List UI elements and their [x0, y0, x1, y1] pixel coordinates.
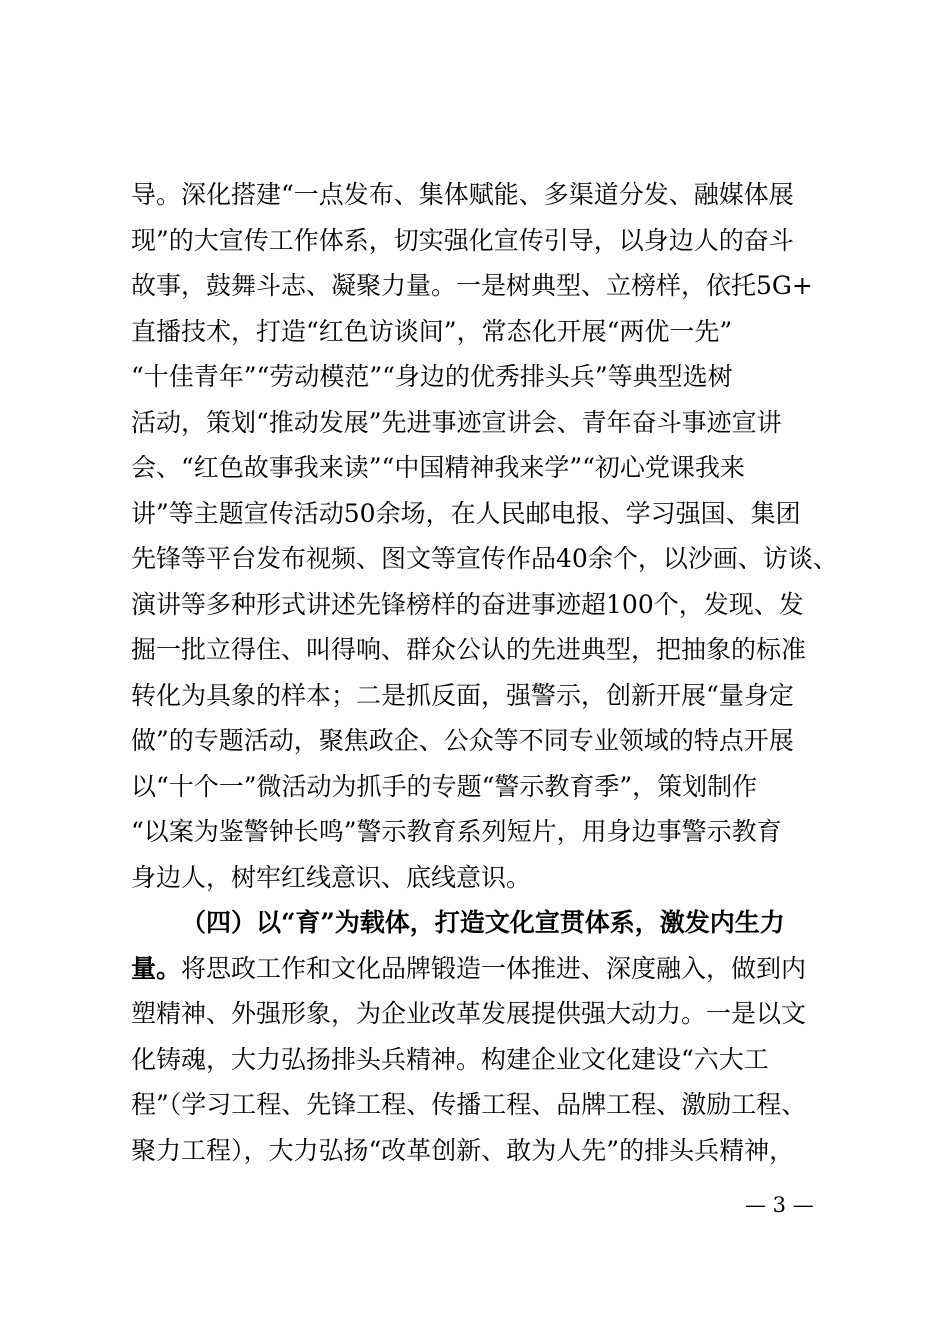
text-line: 直播技术，打造“红色访谈间”，常态化开展“两优一先”: [131, 316, 733, 346]
body-text: [131, 172, 841, 1173]
text-line: [131, 946, 841, 992]
text-line: 活动，策划“推动发展”先进事迹宣讲会、青年奋斗事迹宣讲: [131, 407, 782, 437]
text-line: “以案为鉴警钟长鸣”警示教育系列短片，用身边事警示教育: [131, 817, 782, 846]
text-line: 现”的大宣传工作体系，切实强化宣传引导，以身边人的奋斗: [131, 225, 794, 255]
section-heading: （四）以“育”为载体，打造文化宣贯体系，激发内生力: [181, 908, 785, 937]
text-line: 讲”等主题宣传活动50余场，在人民邮电报、学习强国、集团: [131, 498, 801, 528]
text-line: 化铸魂，大力弘扬排头兵精神。构建企业文化建设“六大工: [131, 1044, 769, 1074]
text-line: 掘一批立得住、叫得响、群众公认的先进典型，把抽象的标准: [131, 635, 807, 664]
text-line: 演讲等多种形式讲述先锋榜样的奋进事迹超100个，发现、发: [131, 589, 804, 619]
text-line: 塑精神、外强形象，为企业改革发展提供强大动力。一是以文: [131, 999, 807, 1028]
text-line: 做”的专题活动，聚焦政企、公众等不同专业领域的特点开展: [131, 726, 794, 755]
text-line: 身边人，树牢红线意识、底线意识。: [131, 862, 532, 892]
text-line: 聚力工程），大力弘扬“改革创新、敢为人先”的排头兵精神，: [131, 1135, 795, 1165]
text-line: 先锋等平台发布视频、图文等宣传作品40余个，以沙画、访谈、: [131, 544, 838, 573]
text-line-rest: 将思政工作和文化品牌锻造一体推进、深度融入，做到内: [181, 953, 807, 983]
text-line: 以“十个一”微活动为抓手的专题“警示教育季”，策划制作: [131, 771, 758, 801]
text-line: 导。深化搭建“一点发布、集体赋能、多渠道分发、融媒体展: [131, 180, 794, 209]
text-line: 转化为具象的样本；二是抓反面，强警示，创新开展“量身定: [131, 680, 794, 710]
section-heading-continued: 量。: [131, 953, 182, 983]
text-line: 会、“红色故事我来读”“中国精神我来学”“初心党课我来: [131, 453, 745, 482]
text-line: “十佳青年”“劳动模范”“身边的优秀排头兵”等典型选树: [131, 362, 733, 391]
text-line: 程”（学习工程、先锋工程、传播工程、品牌工程、激励工程、: [131, 1090, 807, 1119]
text-line: 故事，鼓舞斗志、凝聚力量。一是树典型、立榜样，依托5G+: [131, 271, 813, 300]
page-number: — 3 —: [745, 1193, 814, 1217]
